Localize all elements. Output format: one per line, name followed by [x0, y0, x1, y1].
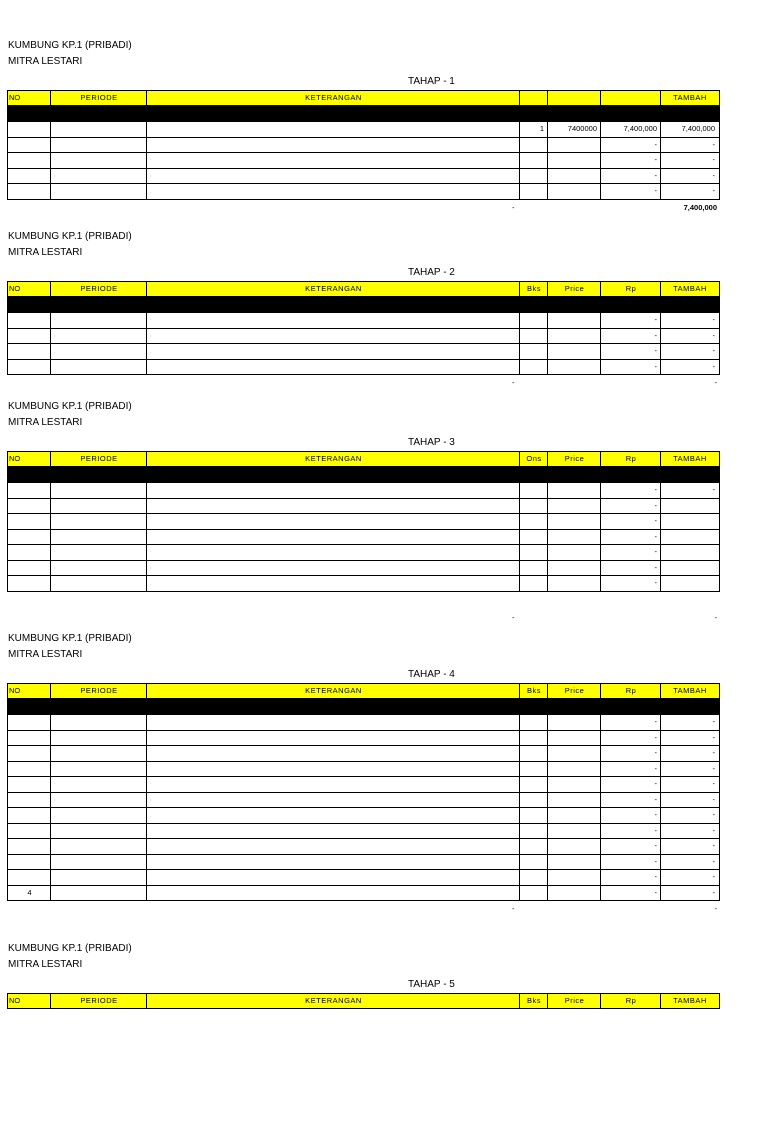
- table-cell: [50, 839, 147, 855]
- stage-title: TAHAP - 2: [408, 267, 455, 278]
- table-cell: -: [660, 777, 720, 793]
- table-cell: [50, 344, 147, 360]
- column-header: TAMBAH: [660, 683, 720, 699]
- table-cell: [146, 184, 520, 200]
- table-cell: [519, 777, 548, 793]
- table-cell: [146, 715, 520, 731]
- table-cell: [660, 499, 720, 515]
- table-cell: [7, 184, 51, 200]
- table-cell: [50, 715, 147, 731]
- table-cell: [7, 499, 51, 515]
- table-cell: [519, 576, 548, 592]
- table-cell: [519, 344, 548, 360]
- table-row: [7, 514, 720, 530]
- company-title: KUMBUNG KP.1 (PRIBADI): [8, 943, 132, 954]
- table-cell: [660, 514, 720, 530]
- table-header-row: [7, 90, 720, 106]
- table-cell: [146, 793, 520, 809]
- table-cell: [519, 808, 548, 824]
- table-cell: 7,400,000: [660, 122, 720, 138]
- column-header: KETERANGAN: [146, 683, 520, 699]
- table-row: [7, 122, 720, 138]
- column-header: PERIODE: [50, 90, 147, 106]
- table-cell: -: [660, 855, 720, 871]
- total-tambah: 7,400,000: [683, 202, 717, 212]
- table-cell: [50, 329, 147, 345]
- column-header: KETERANGAN: [146, 281, 520, 297]
- table-cell: [146, 777, 520, 793]
- table-cell: [7, 870, 51, 886]
- table-cell: -: [660, 329, 720, 345]
- table-cell: [660, 545, 720, 561]
- table-cell: [547, 762, 601, 778]
- table-row: [7, 715, 720, 731]
- table-cell: [519, 184, 548, 200]
- column-header: KETERANGAN: [146, 451, 520, 467]
- table-cell: -: [660, 360, 720, 376]
- table-row: [7, 855, 720, 871]
- table-cell: [50, 762, 147, 778]
- table-cell: [7, 313, 51, 329]
- table-cell: [519, 545, 548, 561]
- table-cell: [547, 808, 601, 824]
- column-header: TAMBAH: [660, 993, 720, 1009]
- table-cell: -: [660, 313, 720, 329]
- report-section-4: [0, 633, 768, 913]
- table-cell: -: [660, 715, 720, 731]
- total-rp: -: [512, 612, 515, 622]
- table-header-row: [7, 683, 720, 699]
- table-cell: -: [660, 153, 720, 169]
- table-cell: -: [660, 793, 720, 809]
- column-header: PERIODE: [50, 993, 147, 1009]
- column-header: Rp: [600, 683, 661, 699]
- column-header: NO: [7, 90, 51, 106]
- column-header: KETERANGAN: [146, 90, 520, 106]
- table-cell: [7, 360, 51, 376]
- column-header: TAMBAH: [660, 281, 720, 297]
- table-cell: [547, 576, 601, 592]
- total-rp: -: [512, 378, 515, 387]
- table-cell: [547, 731, 601, 747]
- table-row: [7, 824, 720, 840]
- table-cell: [7, 839, 51, 855]
- table-cell: [519, 360, 548, 376]
- column-header: Rp: [600, 451, 661, 467]
- table-cell: [547, 184, 601, 200]
- table-cell: -: [660, 839, 720, 855]
- table-row: [7, 886, 720, 902]
- stage-title: TAHAP - 3: [408, 437, 455, 448]
- totals-row: [7, 377, 720, 389]
- table-cell: -: [600, 483, 661, 499]
- table-cell: [519, 169, 548, 185]
- table-cell: [50, 313, 147, 329]
- table-cell: [547, 793, 601, 809]
- total-rp: -: [512, 904, 515, 913]
- table-cell: -: [660, 746, 720, 762]
- table-cell: [519, 153, 548, 169]
- table-cell: -: [600, 731, 661, 747]
- table-cell: -: [600, 514, 661, 530]
- column-header: KETERANGAN: [146, 993, 520, 1009]
- table-cell: [519, 855, 548, 871]
- table-cell: -: [660, 762, 720, 778]
- table-cell: [519, 824, 548, 840]
- table-cell: -: [660, 824, 720, 840]
- total-tambah: -: [714, 904, 717, 913]
- table-cell: -: [600, 576, 661, 592]
- column-header: Rp: [600, 993, 661, 1009]
- table-cell: -: [600, 824, 661, 840]
- table-cell: -: [600, 561, 661, 577]
- table-cell: [519, 746, 548, 762]
- table-cell: [519, 839, 548, 855]
- table-cell: -: [600, 329, 661, 345]
- partner-title: MITRA LESTARI: [8, 417, 83, 428]
- stage-title: TAHAP - 4: [408, 669, 455, 680]
- table-cell: [547, 855, 601, 871]
- table-cell: -: [600, 839, 661, 855]
- table-cell: [519, 514, 548, 530]
- table-cell: [50, 561, 147, 577]
- partner-title: MITRA LESTARI: [8, 649, 83, 660]
- column-header: Price: [547, 281, 601, 297]
- table-cell: -: [660, 483, 720, 499]
- table-cell: [547, 886, 601, 902]
- table-cell: -: [660, 184, 720, 200]
- table-cell: [146, 576, 520, 592]
- totals-row: [7, 612, 720, 624]
- table-cell: -: [600, 530, 661, 546]
- table-row: [7, 561, 720, 577]
- table-cell: [50, 824, 147, 840]
- table-cell: [519, 731, 548, 747]
- table-cell: [660, 561, 720, 577]
- report-section-5: [0, 943, 768, 1143]
- table-cell: [547, 313, 601, 329]
- table-cell: [146, 855, 520, 871]
- table-cell: [146, 746, 520, 762]
- table-cell: -: [600, 808, 661, 824]
- table-cell: [519, 715, 548, 731]
- table-cell: [146, 886, 520, 902]
- table-cell: [7, 169, 51, 185]
- table-cell: [7, 329, 51, 345]
- table-row: [7, 808, 720, 824]
- table-cell: -: [660, 344, 720, 360]
- totals-row: [7, 903, 720, 915]
- table-row: [7, 153, 720, 169]
- table-cell: -: [600, 153, 661, 169]
- table-cell: [547, 839, 601, 855]
- total-tambah: -: [714, 378, 717, 387]
- table-cell: [50, 483, 147, 499]
- table-cell: [660, 530, 720, 546]
- column-header: Bks: [519, 281, 548, 297]
- table-cell: [7, 138, 51, 154]
- table-row: [7, 731, 720, 747]
- table-cell: [519, 886, 548, 902]
- table-row: [7, 870, 720, 886]
- table-cell: [7, 715, 51, 731]
- table-cell: [7, 808, 51, 824]
- table-cell: [146, 344, 520, 360]
- column-header: TAMBAH: [660, 451, 720, 467]
- table-row: [7, 762, 720, 778]
- table-cell: [547, 360, 601, 376]
- table-row: [7, 839, 720, 855]
- table-cell: [50, 855, 147, 871]
- table-cell: [547, 545, 601, 561]
- table-row: [7, 576, 720, 592]
- table-cell: -: [600, 499, 661, 515]
- table-cell: [146, 530, 520, 546]
- table-cell: -: [600, 313, 661, 329]
- table-cell: -: [600, 886, 661, 902]
- table-cell: -: [660, 870, 720, 886]
- table-cell: [547, 169, 601, 185]
- table-cell: [7, 483, 51, 499]
- table-cell: [547, 344, 601, 360]
- table-cell: [547, 153, 601, 169]
- table-cell: -: [660, 808, 720, 824]
- table-cell: [7, 824, 51, 840]
- table-cell: [7, 514, 51, 530]
- report-section-3: [0, 401, 768, 622]
- table-cell: [146, 808, 520, 824]
- column-header: [519, 90, 548, 106]
- table-cell: -: [600, 746, 661, 762]
- table-cell: [519, 329, 548, 345]
- table-cell: [547, 777, 601, 793]
- table-cell: [7, 344, 51, 360]
- table-cell: -: [600, 715, 661, 731]
- table-cell: [50, 545, 147, 561]
- table-cell: [547, 138, 601, 154]
- table-cell: -: [660, 138, 720, 154]
- table-row: [7, 483, 720, 499]
- table-cell: [146, 122, 520, 138]
- column-header: Price: [547, 451, 601, 467]
- table-row: [7, 344, 720, 360]
- partner-title: MITRA LESTARI: [8, 247, 83, 258]
- table-cell: -: [660, 731, 720, 747]
- table-cell: [50, 870, 147, 886]
- table-cell: [519, 138, 548, 154]
- table-row: [7, 360, 720, 376]
- column-header: Ons: [519, 451, 548, 467]
- table-cell: 4: [7, 886, 51, 902]
- table-cell: [7, 731, 51, 747]
- table-cell: [50, 169, 147, 185]
- table-row: [7, 329, 720, 345]
- table-row: [7, 545, 720, 561]
- table-cell: [519, 762, 548, 778]
- table-cell: [50, 138, 147, 154]
- table-header-row: [7, 993, 720, 1009]
- table-cell: [50, 153, 147, 169]
- column-header: PERIODE: [50, 281, 147, 297]
- column-header: NO: [7, 683, 51, 699]
- table-cell: [547, 329, 601, 345]
- table-cell: [7, 545, 51, 561]
- table-cell: -: [600, 793, 661, 809]
- table-cell: [7, 122, 51, 138]
- column-header: PERIODE: [50, 451, 147, 467]
- table-header-row: [7, 451, 720, 467]
- table-cell: [50, 576, 147, 592]
- table-cell: [146, 824, 520, 840]
- header-band: [7, 467, 720, 483]
- table-cell: [146, 360, 520, 376]
- table-cell: -: [600, 777, 661, 793]
- table-cell: [50, 886, 147, 902]
- table-cell: [146, 870, 520, 886]
- table-cell: -: [600, 545, 661, 561]
- table-cell: [146, 138, 520, 154]
- table-cell: [146, 762, 520, 778]
- table-cell: -: [600, 184, 661, 200]
- column-header: PERIODE: [50, 683, 147, 699]
- table-cell: [547, 870, 601, 886]
- header-band: [7, 106, 720, 122]
- table-cell: [50, 360, 147, 376]
- table-cell: [146, 483, 520, 499]
- company-title: KUMBUNG KP.1 (PRIBADI): [8, 401, 132, 412]
- table-cell: [547, 514, 601, 530]
- table-cell: [50, 793, 147, 809]
- table-cell: [50, 731, 147, 747]
- table-cell: -: [660, 886, 720, 902]
- table-cell: [50, 530, 147, 546]
- table-cell: [7, 855, 51, 871]
- table-cell: -: [600, 360, 661, 376]
- table-cell: -: [600, 762, 661, 778]
- table-cell: [7, 762, 51, 778]
- table-cell: [146, 313, 520, 329]
- table-cell: -: [600, 344, 661, 360]
- table-cell: [519, 313, 548, 329]
- partner-title: MITRA LESTARI: [8, 959, 83, 970]
- column-header: Bks: [519, 993, 548, 1009]
- table-cell: [50, 499, 147, 515]
- table-cell: [7, 530, 51, 546]
- table-cell: [146, 561, 520, 577]
- table-cell: [7, 793, 51, 809]
- table-cell: [50, 746, 147, 762]
- table-cell: [660, 576, 720, 592]
- table-cell: [146, 499, 520, 515]
- header-band: [7, 699, 720, 715]
- table-cell: [50, 777, 147, 793]
- table-row: [7, 793, 720, 809]
- table-row: [7, 184, 720, 200]
- table-cell: 7,400,000: [600, 122, 661, 138]
- table-cell: [547, 483, 601, 499]
- header-band: [7, 297, 720, 313]
- table-cell: [519, 483, 548, 499]
- table-cell: -: [600, 169, 661, 185]
- table-cell: [7, 777, 51, 793]
- table-cell: [50, 808, 147, 824]
- table-cell: [50, 184, 147, 200]
- table-header-row: [7, 281, 720, 297]
- table-row: [7, 499, 720, 515]
- table-cell: [7, 746, 51, 762]
- company-title: KUMBUNG KP.1 (PRIBADI): [8, 40, 132, 51]
- table-cell: [146, 545, 520, 561]
- table-cell: [547, 530, 601, 546]
- total-rp: -: [512, 202, 515, 212]
- table-cell: [7, 561, 51, 577]
- report-section-1: [0, 40, 768, 240]
- table-cell: [7, 576, 51, 592]
- stage-title: TAHAP - 5: [408, 979, 455, 990]
- table-row: [7, 138, 720, 154]
- table-row: [7, 746, 720, 762]
- table-cell: [7, 153, 51, 169]
- partner-title: MITRA LESTARI: [8, 56, 83, 67]
- table-cell: [146, 153, 520, 169]
- column-header: NO: [7, 993, 51, 1009]
- table-cell: [50, 122, 147, 138]
- table-cell: [146, 514, 520, 530]
- table-cell: [519, 499, 548, 515]
- table-cell: [547, 715, 601, 731]
- column-header: Price: [547, 683, 601, 699]
- column-header: Bks: [519, 683, 548, 699]
- table-row: [7, 313, 720, 329]
- table-cell: [146, 169, 520, 185]
- table-cell: [519, 870, 548, 886]
- total-tambah: -: [714, 612, 717, 622]
- table-cell: [146, 731, 520, 747]
- company-title: KUMBUNG KP.1 (PRIBADI): [8, 633, 132, 644]
- stage-title: TAHAP - 1: [408, 76, 455, 87]
- table-cell: -: [600, 870, 661, 886]
- company-title: KUMBUNG KP.1 (PRIBADI): [8, 231, 132, 242]
- table-cell: [519, 793, 548, 809]
- table-row: [7, 530, 720, 546]
- column-header: [600, 90, 661, 106]
- table-cell: [146, 329, 520, 345]
- table-cell: -: [660, 169, 720, 185]
- table-cell: [50, 514, 147, 530]
- table-row: [7, 777, 720, 793]
- table-cell: [519, 561, 548, 577]
- table-cell: -: [600, 138, 661, 154]
- table-cell: [519, 530, 548, 546]
- table-cell: -: [600, 855, 661, 871]
- column-header: TAMBAH: [660, 90, 720, 106]
- table-row: [7, 169, 720, 185]
- table-cell: 7400000: [547, 122, 601, 138]
- table-cell: 1: [519, 122, 548, 138]
- column-header: [547, 90, 601, 106]
- table-cell: [547, 824, 601, 840]
- table-cell: [146, 839, 520, 855]
- column-header: NO: [7, 451, 51, 467]
- column-header: Price: [547, 993, 601, 1009]
- column-header: NO: [7, 281, 51, 297]
- column-header: Rp: [600, 281, 661, 297]
- table-cell: [547, 561, 601, 577]
- table-cell: [547, 746, 601, 762]
- table-cell: [547, 499, 601, 515]
- totals-row: [7, 202, 720, 214]
